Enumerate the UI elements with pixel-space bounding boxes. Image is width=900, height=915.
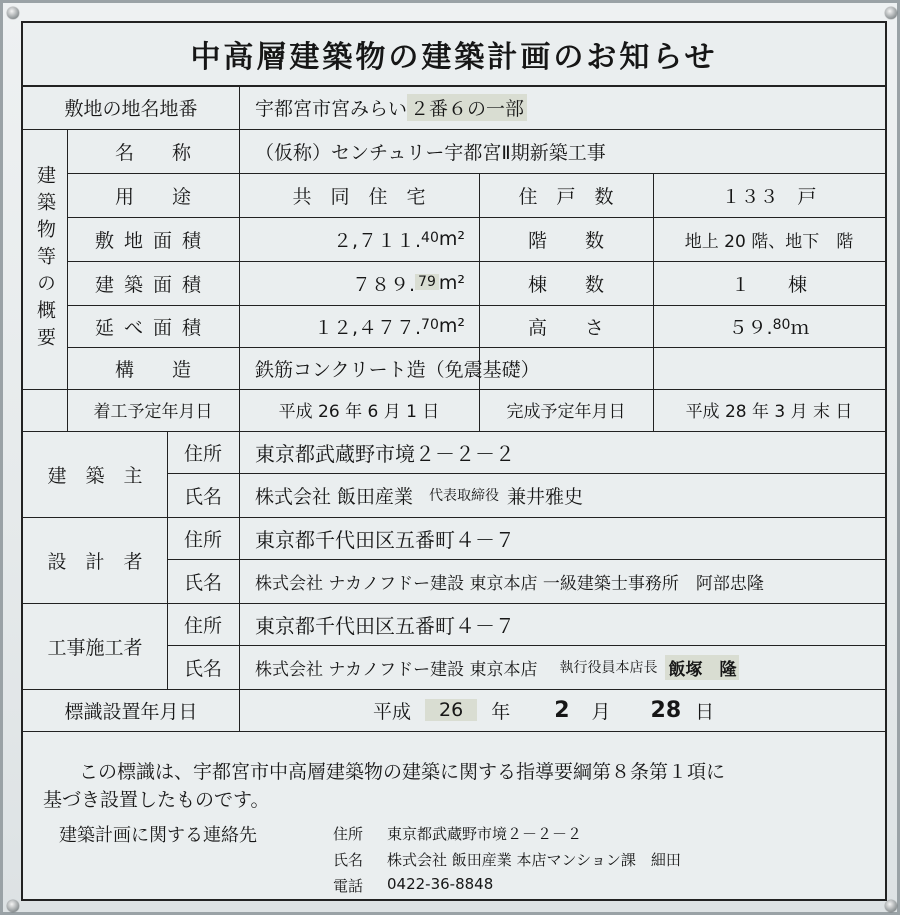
- area-unit: m²: [438, 315, 465, 337]
- structure-value: 鉄筋コンクリート造（免震基礎）: [255, 358, 540, 381]
- notes-line-2: 基づき設置したものです。: [43, 789, 270, 811]
- floor-area-int: １２,４７７.: [313, 316, 422, 339]
- notes-section: [23, 735, 885, 909]
- screw-icon: [7, 7, 19, 19]
- owner-label: 建 築 主: [47, 464, 143, 487]
- site-label: 敷地の地名地番: [64, 97, 198, 120]
- use-value: 共 同 住 宅: [292, 185, 426, 208]
- site-address: 宇都宮市宮みらい: [255, 97, 408, 120]
- start-date-value: 平成 26 年 6 月 1 日: [278, 401, 440, 422]
- owner-addr-value: 東京都武蔵野市境２－２－２: [255, 441, 515, 466]
- start-date-label: 着工予定年月日: [93, 401, 213, 422]
- area-unit: m²: [438, 228, 465, 250]
- site-address-suffix: ２番６の一部: [407, 94, 527, 121]
- building-area-dec: 79: [415, 274, 439, 290]
- buildings-value: １ 棟: [730, 273, 807, 296]
- owner-company: 株式会社 飯田産業: [255, 485, 414, 508]
- contractor-addr-value: 東京都千代田区五番町４－７: [255, 613, 515, 638]
- owner-title: 代表取締役: [429, 488, 500, 504]
- contact-tel-value: 0422-36-8848: [387, 875, 494, 893]
- contractor-name-label: 氏名: [183, 657, 222, 680]
- contractor-person: 飯塚 隆: [665, 655, 739, 680]
- buildings-label: 棟 数: [527, 273, 604, 296]
- building-area-label: 建築面積: [94, 273, 211, 296]
- floors-label: 階 数: [527, 229, 604, 252]
- height-label: 高 さ: [527, 316, 604, 339]
- units-value: １３３ 戸: [721, 185, 817, 208]
- sign-date-value: [239, 689, 885, 731]
- name-label: 名 称: [114, 141, 191, 164]
- contact-addr-label: 住所: [333, 825, 364, 843]
- height-unit: ｍ: [790, 316, 810, 339]
- designer-name-value: 株式会社 ナカノフドー建設 東京本店 一級建築士事務所 阿部忠隆: [255, 573, 764, 594]
- contractor-name-value: [239, 645, 885, 689]
- lower-table: [23, 23, 885, 725]
- designer-name-label: 氏名: [183, 571, 222, 594]
- contact-name-label: 氏名: [333, 851, 364, 869]
- floors-value: 地上 20 階、地下 階: [684, 231, 854, 252]
- sign-date-era: 平成: [373, 700, 412, 723]
- sign-date-label: 標識設置年月日: [64, 700, 198, 723]
- sign-date-day-unit: 日: [695, 700, 715, 723]
- floor-area-dec: 70: [421, 317, 439, 333]
- notice-title: 中高層建築物の建築計画のお知らせ: [23, 23, 885, 87]
- units-label: 住 戸 数: [518, 185, 614, 208]
- contractor-title: 執行役員本店長: [559, 660, 658, 676]
- sign-date-year: 26: [425, 699, 477, 721]
- notice-sheet: [21, 21, 887, 901]
- sign-date-month: 2: [554, 697, 570, 723]
- screw-icon: [885, 7, 897, 19]
- designer-addr-value: 東京都千代田区五番町４－７: [255, 527, 515, 552]
- site-area-label: 敷地面積: [94, 229, 211, 252]
- notes-line-1: この標識は、宇都宮市中高層建築物の建築に関する指導要綱第８条第１項に: [79, 761, 726, 783]
- contact-name-value: 株式会社 飯田産業 本店マンション課 細田: [387, 851, 681, 869]
- contact-addr-value: 東京都武蔵野市境２－２－２: [387, 825, 583, 843]
- owner-person: 兼井雅史: [507, 485, 584, 508]
- contractor-label: 工事施工者: [47, 636, 143, 659]
- site-area-int: ２,７１１.: [332, 229, 422, 252]
- designer-addr-label: 住所: [183, 528, 222, 551]
- sign-date-year-unit: 年: [491, 700, 511, 723]
- designer-label: 設 計 者: [47, 550, 143, 573]
- screw-icon: [885, 900, 897, 912]
- contractor-addr-label: 住所: [183, 614, 222, 637]
- sign-date-month-unit: 月: [591, 700, 611, 723]
- owner-addr-label: 住所: [183, 442, 222, 465]
- contact-label: 建築計画に関する連絡先: [59, 825, 257, 846]
- use-label: 用 途: [114, 185, 191, 208]
- area-unit: m²: [438, 272, 465, 294]
- contractor-company: 株式会社 ナカノフドー建設 東京本店: [255, 659, 538, 680]
- contact-tel-label: 電話: [333, 877, 364, 895]
- height-dec: 80: [772, 317, 791, 333]
- floor-area-label: 延べ面積: [94, 316, 211, 339]
- name-value: （仮称）センチュリー宇都宮Ⅱ期新築工事: [255, 141, 606, 164]
- owner-name-value: [239, 473, 885, 517]
- screw-icon: [7, 900, 19, 912]
- height-int: ５９.: [728, 316, 773, 339]
- structure-label: 構 造: [114, 358, 191, 381]
- finish-date-label: 完成予定年月日: [506, 401, 626, 422]
- finish-date-value: 平成 28 年 3 月 末 日: [685, 401, 853, 422]
- overview-side-text: 建築物等の概要: [34, 164, 56, 354]
- sign-date-day: 28: [650, 697, 682, 723]
- building-area-int: ７８９.: [352, 273, 416, 296]
- site-area-dec: 40: [421, 230, 439, 246]
- owner-name-label: 氏名: [183, 485, 222, 508]
